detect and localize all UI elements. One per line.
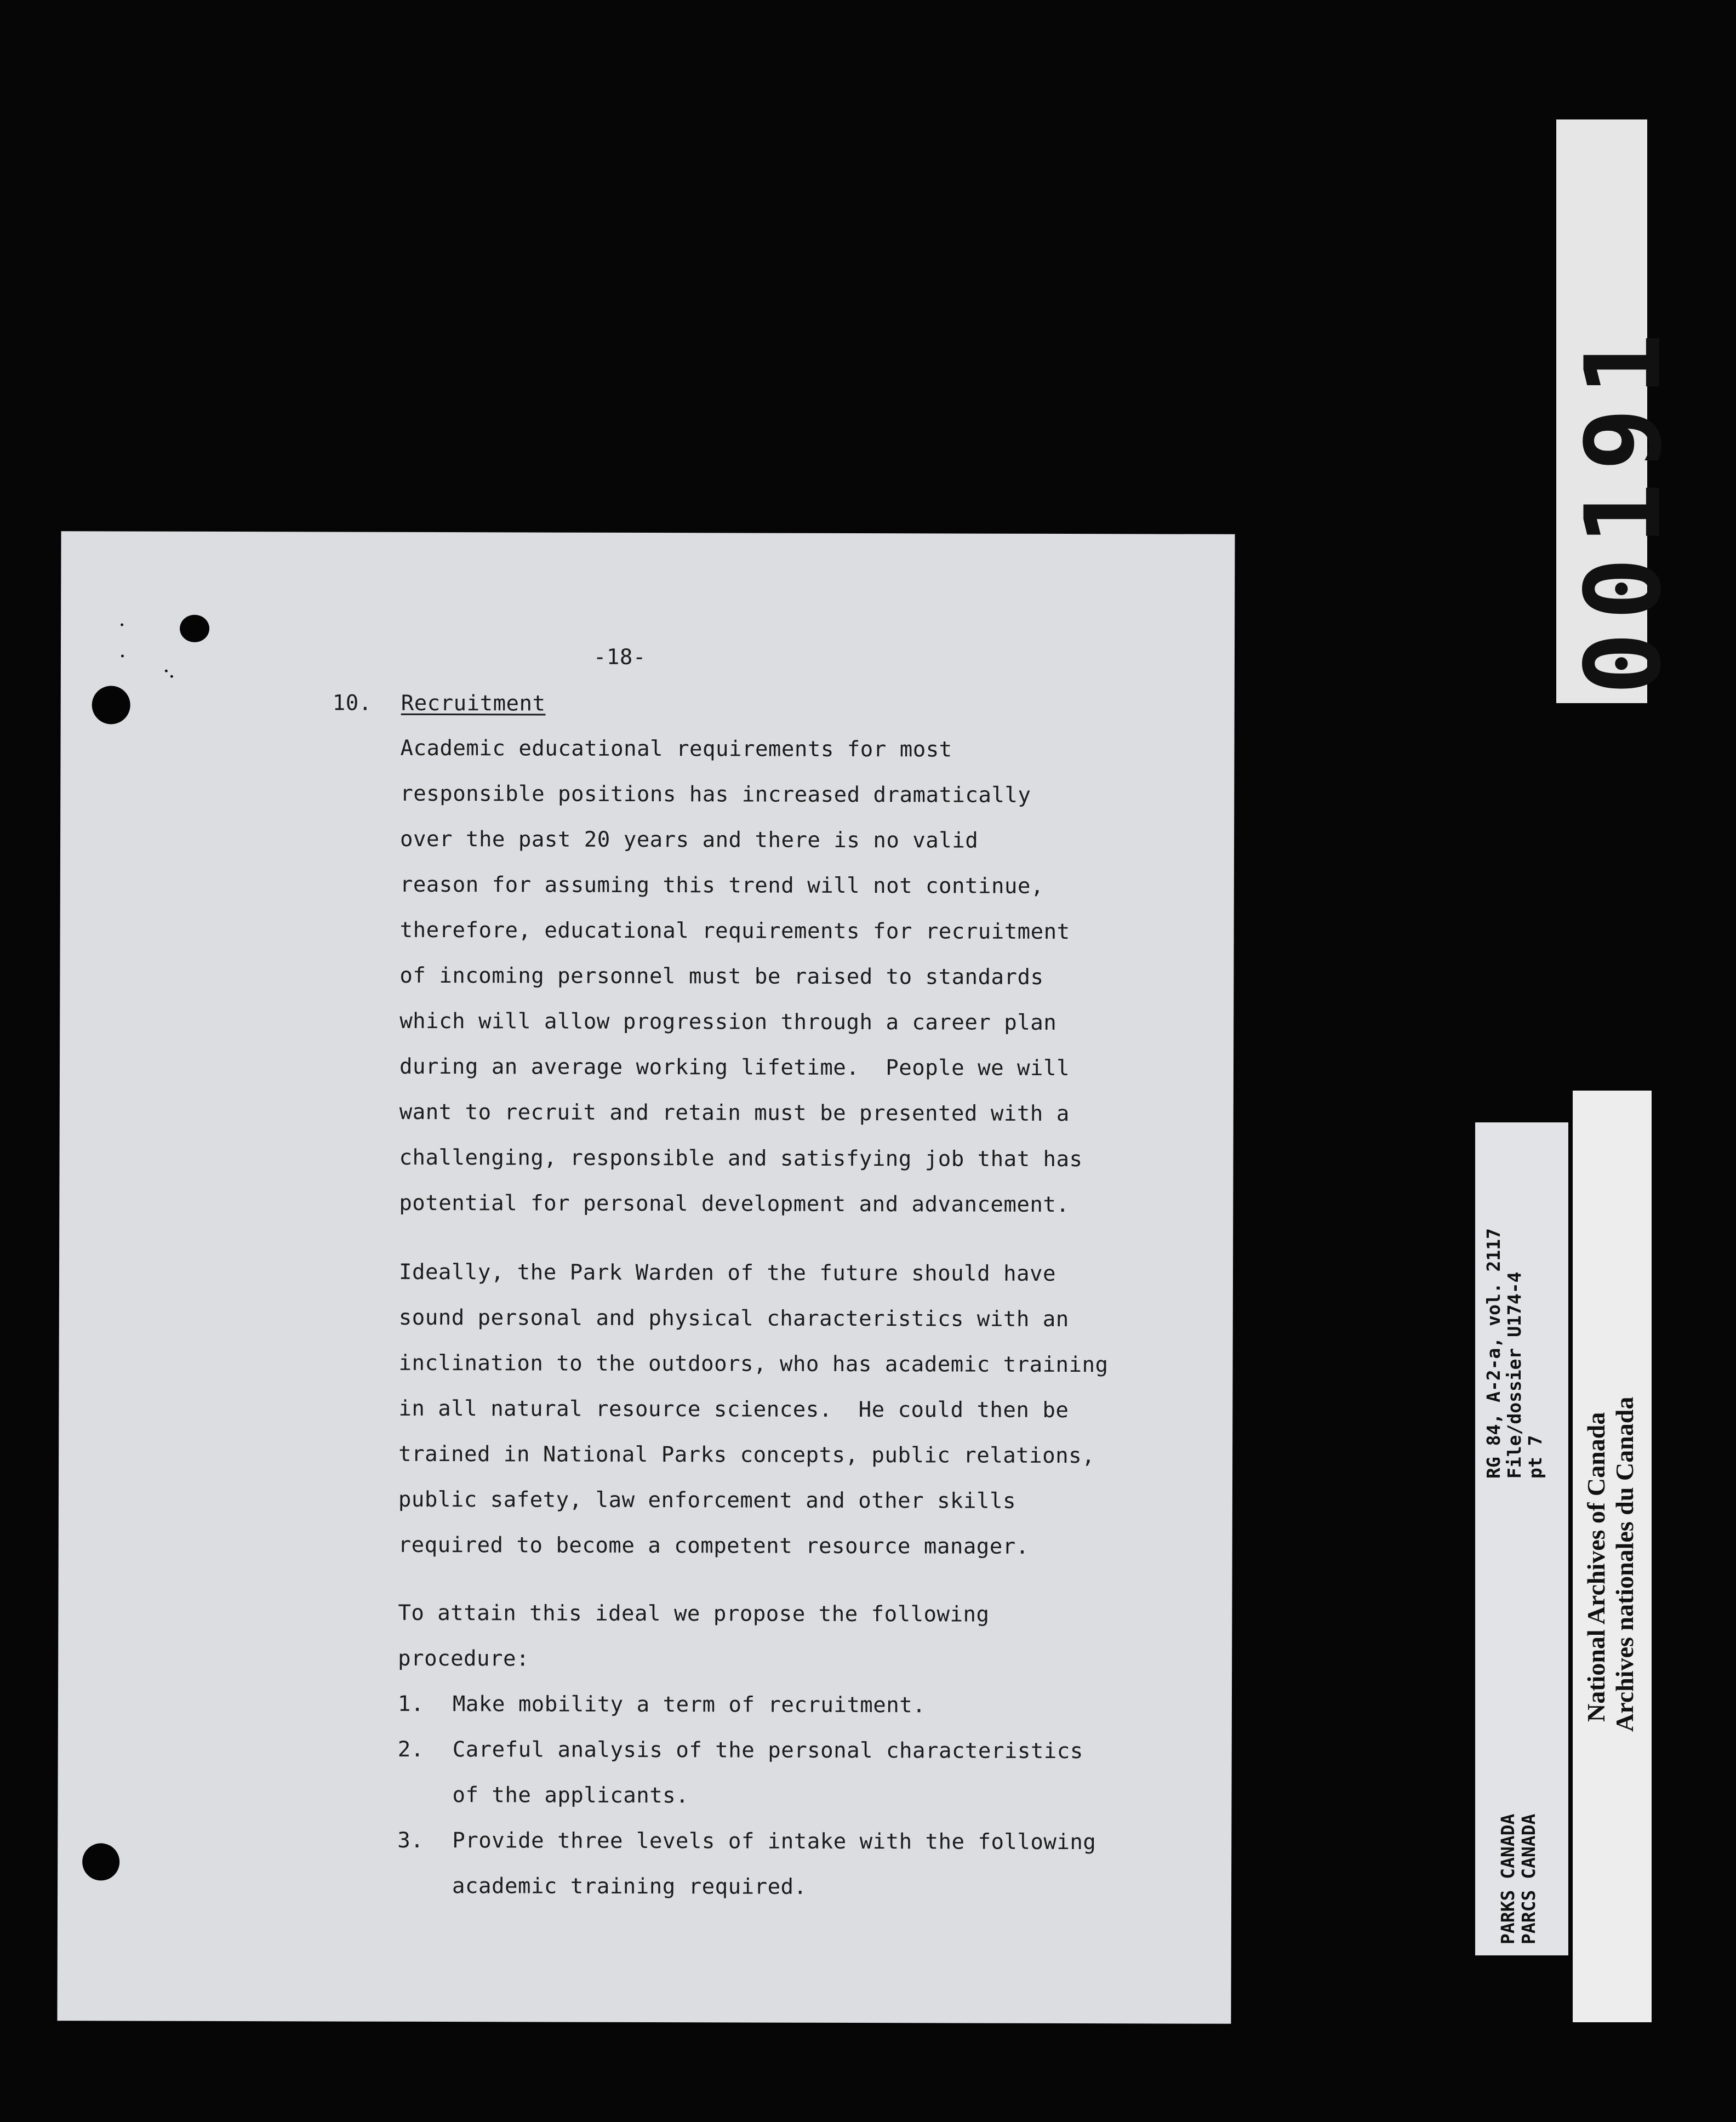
list-item-text: Provide three levels of intake with the following bbox=[452, 1828, 1097, 1855]
list-item-text: Make mobility a term of recruitment. bbox=[452, 1692, 926, 1718]
text-line: Academic educational requirements for most bbox=[400, 735, 952, 762]
text-line: sound personal and physical characteristics with an bbox=[398, 1305, 1069, 1332]
ink-spot bbox=[180, 615, 209, 642]
text-line: over the past 20 years and there is no valid bbox=[400, 826, 979, 853]
text-line: inclination to the outdoors, who has academic training bbox=[398, 1350, 1109, 1378]
speck bbox=[170, 675, 173, 678]
page-number: -18- bbox=[593, 644, 646, 670]
agency-line: PARKS CANADA bbox=[1497, 1813, 1518, 1944]
archive-reference-label bbox=[1475, 1122, 1568, 1955]
text-line: of incoming personnel must be raised to standards bbox=[399, 963, 1044, 990]
text-line: during an average working lifetime. People we will bbox=[399, 1054, 1070, 1081]
text-line: want to recruit and retain must be presented with a bbox=[399, 1099, 1070, 1127]
institution-name-fr: Archives nationales du Canada bbox=[1611, 1396, 1638, 1732]
list-item-text: Careful analysis of the personal characteristics bbox=[452, 1737, 1083, 1764]
speck bbox=[121, 654, 124, 657]
text-line: public safety, law enforcement and other skills bbox=[398, 1487, 1017, 1514]
text-line: in all natural resource sciences. He could then be bbox=[398, 1396, 1069, 1423]
text-line: which will allow progression through a career plan bbox=[399, 1008, 1057, 1035]
text-line: challenging, responsible and satisfying job that has bbox=[399, 1145, 1083, 1172]
text-line: To attain this ideal we propose the following bbox=[398, 1600, 990, 1627]
list-number: 3. bbox=[397, 1828, 424, 1853]
reference-line: pt 7 bbox=[1524, 1435, 1546, 1479]
agency-line: PARCS CANADA bbox=[1518, 1813, 1539, 1944]
institution-label bbox=[1573, 1091, 1652, 2022]
list-item-text: academic training required. bbox=[452, 1874, 807, 1899]
text-line: potential for personal development and advancement. bbox=[399, 1190, 1070, 1218]
text-line: responsible positions has increased dramatically bbox=[400, 781, 1031, 808]
list-number: 2. bbox=[397, 1737, 424, 1762]
list-number: 1. bbox=[397, 1691, 424, 1716]
speck bbox=[121, 623, 123, 626]
speck bbox=[165, 670, 168, 672]
text-line: therefore, educational requirements for recruitment bbox=[399, 917, 1070, 945]
institution-name-en: National Archives of Canada bbox=[1582, 1412, 1610, 1722]
list-item-text: of the applicants. bbox=[452, 1783, 689, 1809]
frame-number-strip bbox=[1556, 119, 1684, 703]
document-page bbox=[57, 531, 1235, 2024]
text-line: procedure: bbox=[398, 1646, 530, 1672]
text-line: reason for assuming this trend will not continue, bbox=[399, 872, 1044, 899]
reference-line: RG 84, A-2-a, vol. 2117 bbox=[1483, 1228, 1504, 1479]
section-number: 10. bbox=[332, 691, 372, 716]
text-line: Ideally, the Park Warden of the future should have bbox=[398, 1259, 1057, 1286]
punch-hole-top bbox=[92, 686, 130, 724]
reference-line: File/dossier U174-4 bbox=[1504, 1271, 1525, 1479]
punch-hole-bottom bbox=[82, 1843, 119, 1880]
frame-number: 00191 bbox=[1563, 321, 1684, 695]
text-line: required to become a competent resource manager. bbox=[398, 1532, 1029, 1559]
text-line: trained in National Parks concepts, public relations, bbox=[398, 1441, 1095, 1469]
section-title: Recruitment bbox=[401, 691, 546, 716]
